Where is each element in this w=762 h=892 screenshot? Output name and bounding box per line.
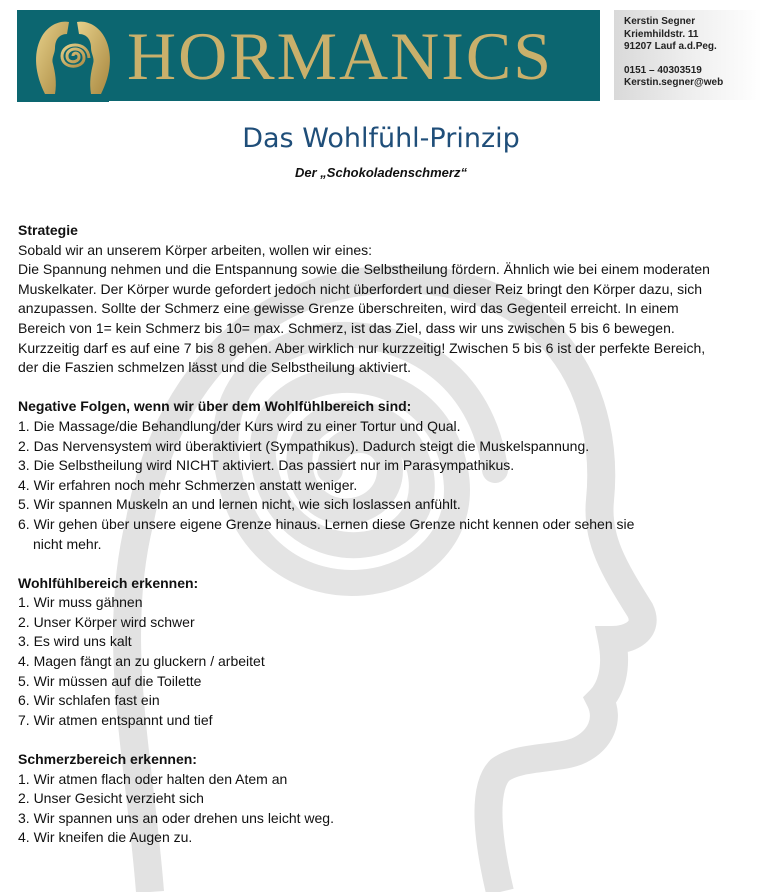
pain-section bbox=[18, 750, 753, 848]
list-item: 5. Wir müssen auf die Toilette bbox=[18, 672, 202, 689]
strategy-heading: Strategie bbox=[18, 222, 78, 238]
list-item: 4. Wir kneifen die Augen zu. bbox=[18, 829, 193, 846]
negative-section bbox=[18, 397, 753, 554]
list-item: 3. Wir spannen uns an oder drehen uns leicht weg. bbox=[18, 809, 334, 826]
list-item: 1. Die Massage/die Behandlung/der Kurs wird zu einer Tortur und Qual. bbox=[18, 417, 461, 434]
negative-heading: Negative Folgen, wenn wir über dem Wohlfühlbereich sind: bbox=[18, 398, 412, 415]
list-item: 1. Wir muss gähnen bbox=[18, 594, 143, 611]
negative-list bbox=[18, 417, 753, 554]
list-item: 1. Wir atmen flach oder halten den Atem an bbox=[18, 770, 288, 787]
list-item: 2. Das Nervensystem wird überaktiviert (Sympathikus). Dadurch steigt die Muskelspannung. bbox=[18, 437, 590, 454]
comfort-heading: Wohlfühlbereich erkennen: bbox=[18, 574, 199, 591]
list-item: 6. Wir gehen über unsere eigene Grenze hinaus. Lernen diese Grenze nicht kennen oder sehen sie bbox=[18, 515, 635, 532]
strategy-line: Kurzzeitig darf es auf eine 7 bis 8 gehen. Aber wirklich nur kurzzeitig! Zwischen 5 bis 6 ist der perfekte Bereich, bbox=[18, 339, 706, 356]
strategy-line: Bereich von 1= kein Schmerz bis 10= max. Schmerz, ist das Ziel, dass wir uns zwischen 5 bis 6 bewegen. bbox=[18, 319, 675, 336]
comfort-list bbox=[18, 593, 753, 730]
list-item: 6. Wir schlafen fast ein bbox=[18, 692, 160, 709]
list-item: 7. Wir atmen entspannt und tief bbox=[18, 711, 213, 728]
contact-phone: 0151 – 40303519 bbox=[624, 64, 702, 76]
list-item: 3. Die Selbstheilung wird NICHT aktiviert. Das passiert nur im Parasympathikus. bbox=[18, 457, 515, 474]
contact-block bbox=[614, 10, 762, 100]
list-item: 2. Unser Körper wird schwer bbox=[18, 613, 195, 630]
banner-underline bbox=[17, 100, 109, 102]
document-body bbox=[18, 221, 753, 868]
document-title: Das Wohlfühl-Prinzip bbox=[242, 123, 520, 154]
contact-email: Kerstin.segner@web bbox=[624, 77, 724, 88]
contact-name: Kerstin Segner bbox=[624, 16, 696, 27]
brand-name: HORMANICS bbox=[127, 18, 554, 94]
pain-list bbox=[18, 770, 753, 848]
strategy-line: Muskelkater. Der Körper wurde gefordert jedoch nicht überfordert und dieser Reiz bringt den Körper dazu, sich bbox=[18, 280, 703, 297]
comfort-section bbox=[18, 574, 753, 731]
contact-city: 91207 Lauf a.d.Peg. bbox=[624, 41, 717, 52]
list-item: 4. Magen fängt an zu gluckern / arbeitet bbox=[18, 653, 265, 670]
pain-heading: Schmerzbereich erkennen: bbox=[18, 751, 197, 768]
strategy-intro: Sobald wir an unserem Körper arbeiten, wollen wir eines: bbox=[18, 241, 373, 258]
list-item: 2. Unser Gesicht verzieht sich bbox=[18, 790, 204, 807]
contact-street: Kriemhildstr. 11 bbox=[624, 28, 699, 40]
logo-faces-icon bbox=[25, 14, 121, 98]
list-item: 4. Wir erfahren noch mehr Schmerzen anstatt weniger. bbox=[18, 476, 358, 493]
strategy-line: anzupassen. Sollte der Schmerz eine gewisse Grenze überschreiten, wird das Gegenteil erreicht. In einem bbox=[18, 300, 679, 317]
document-subtitle: Der „Schokoladenschmerz“ bbox=[295, 165, 467, 180]
list-item: 5. Wir spannen Muskeln an und lernen nicht, wie sich loslassen anfühlt. bbox=[18, 496, 461, 513]
brand-banner bbox=[17, 10, 600, 101]
strategy-line: Die Spannung nehmen und die Entspannung sowie die Selbstheilung fördern. Ähnlich wie bei einem moderaten bbox=[18, 261, 710, 278]
strategy-line: der die Faszien schmelzen lässt und die Selbstheilung aktiviert. bbox=[18, 359, 411, 376]
list-item-continuation: nicht mehr. bbox=[33, 535, 102, 552]
strategy-section bbox=[18, 221, 753, 378]
list-item: 3. Es wird uns kalt bbox=[18, 633, 132, 650]
